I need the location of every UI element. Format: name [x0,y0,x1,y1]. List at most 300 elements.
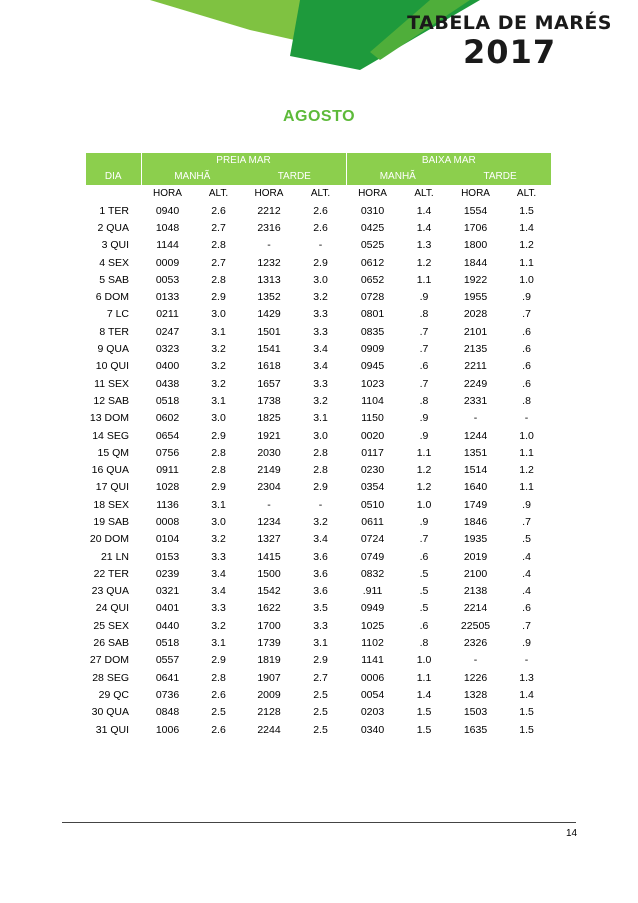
cell-baixa-manha-hora: 0203 [360,706,385,719]
header-preia-manha: MANHÃ [141,168,243,185]
header-alt: ALT. [414,188,434,199]
cell-preia-tarde-alt: 2.8 [313,446,328,459]
header-preia-mar: PREIA MAR [141,153,346,168]
cell-preia-manha-hora: 0438 [155,377,180,390]
table-row [86,219,551,236]
cell-preia-manha-hora: 0009 [155,256,180,269]
cell-day: 16 QUA [91,464,129,477]
cell-day: 8 TER [99,325,129,338]
cell-preia-manha-alt: 3.0 [211,515,226,528]
cell-preia-tarde-hora: 1232 [257,256,281,269]
table-row [86,358,551,375]
cell-preia-tarde-alt: 2.9 [313,481,328,494]
cell-baixa-tarde-alt: .6 [522,325,531,338]
table-row [86,427,551,444]
cell-preia-tarde-alt: 2.5 [313,688,328,701]
cell-baixa-tarde-alt: .9 [522,637,531,650]
cell-day: 4 SEX [99,256,129,269]
table-row [86,461,551,478]
cell-baixa-manha-hora: 1025 [360,619,385,632]
cell-baixa-manha-alt: 1.0 [416,654,432,667]
cell-preia-manha-alt: 2.6 [211,723,226,736]
table-row [86,669,551,686]
table-row [86,254,551,271]
cell-baixa-tarde-hora: 1554 [463,204,488,217]
cell-preia-tarde-hora: 2316 [257,221,281,234]
cell-preia-tarde-alt: 2.9 [313,654,328,667]
cell-preia-manha-hora: 0008 [155,515,180,528]
month-title: AGOSTO [282,108,356,125]
cell-baixa-manha-alt: .9 [419,429,429,442]
tide-table [86,153,551,738]
banner-title-line1: TABELA DE MARÉS [407,12,612,34]
cell-preia-tarde-hora: 1541 [257,343,281,356]
cell-baixa-manha-alt: .5 [419,602,429,615]
cell-day: 19 SAB [93,515,129,528]
cell-day: 30 QUA [91,706,129,719]
cell-baixa-manha-alt: .9 [419,515,429,528]
cell-baixa-tarde-alt: .7 [522,619,531,632]
cell-day: 10 QUI [95,360,129,373]
table-row [86,271,551,288]
cell-day: 20 DOM [89,533,129,546]
banner-title [407,12,612,70]
cell-baixa-tarde-alt: 1.3 [519,671,534,684]
cell-baixa-tarde-hora: 2135 [463,343,488,356]
cell-preia-tarde-alt: - [318,239,323,252]
cell-baixa-tarde-hora: 1749 [463,498,488,511]
cell-baixa-tarde-alt: .7 [522,308,531,321]
cell-baixa-tarde-alt: .4 [522,585,531,598]
table-row [86,652,551,669]
cell-day: 26 SAB [93,637,129,650]
table-row [86,583,551,600]
cell-baixa-manha-alt: .5 [419,567,429,580]
table-row [86,479,551,496]
cell-day: 7 LC [106,308,129,321]
cell-preia-tarde-hora: 1352 [257,291,281,304]
cell-preia-tarde-hora: 1500 [257,567,281,580]
cell-preia-manha-hora: 0518 [155,637,180,650]
cell-preia-manha-alt: 3.2 [211,377,226,390]
table-row [86,444,551,461]
cell-preia-manha-alt: 2.7 [211,256,226,269]
cell-preia-tarde-alt: 3.5 [313,602,328,615]
table-row [86,375,551,392]
cell-preia-manha-alt: 3.1 [211,498,226,511]
cell-baixa-manha-alt: .6 [419,550,429,563]
cell-baixa-tarde-hora: 1226 [463,671,488,684]
cell-preia-tarde-hora: 1327 [257,533,281,546]
cell-preia-manha-hora: 0400 [155,360,180,373]
header-hora: HORA [254,188,284,199]
table-row [86,721,551,738]
cell-baixa-tarde-hora: 1244 [463,429,488,442]
cell-baixa-tarde-alt: .6 [522,360,531,373]
cell-day: 17 QUI [95,481,129,494]
cell-preia-tarde-hora: 2304 [257,481,281,494]
cell-preia-tarde-hora: 1313 [257,273,281,286]
cell-baixa-tarde-hora: 1935 [463,533,488,546]
cell-preia-manha-hora: 1048 [155,221,180,234]
cell-preia-tarde-hora: 2030 [257,446,281,459]
cell-preia-tarde-hora: 1738 [257,394,281,407]
cell-preia-manha-hora: 0153 [155,550,180,563]
cell-baixa-tarde-alt: .7 [522,515,531,528]
cell-preia-tarde-alt: 3.2 [313,515,328,528]
cell-preia-tarde-hora: 1622 [257,602,281,615]
cell-baixa-manha-hora: 0510 [360,498,385,511]
cell-preia-manha-hora: 1028 [155,481,180,494]
cell-preia-manha-hora: 0736 [155,688,180,701]
cell-preia-manha-hora: 1006 [155,723,180,736]
cell-preia-manha-hora: 0247 [155,325,180,338]
cell-preia-manha-hora: 0641 [155,671,180,684]
cell-day: 3 QUI [101,239,129,252]
cell-preia-manha-alt: 2.5 [211,706,226,719]
cell-preia-manha-alt: 3.0 [211,308,226,321]
cell-preia-manha-alt: 2.9 [211,291,226,304]
cell-preia-tarde-alt: 3.3 [313,377,328,390]
cell-baixa-tarde-hora: 1846 [463,515,488,528]
cell-preia-tarde-alt: 2.5 [313,706,328,719]
cell-baixa-manha-hora: 0612 [360,256,385,269]
cell-baixa-manha-hora: 0020 [360,429,385,442]
cell-baixa-tarde-hora: 2211 [464,360,487,373]
cell-preia-tarde-alt: 3.6 [313,567,328,580]
table-header-periods [86,168,551,185]
cell-baixa-tarde-hora: 1706 [463,221,488,234]
header-dia: DIA [86,168,141,185]
cell-baixa-tarde-hora: 2019 [463,550,488,563]
table-row [86,237,551,254]
cell-preia-tarde-alt: 2.8 [313,464,328,477]
cell-preia-manha-hora: 1136 [156,498,179,511]
header-hora: HORA [358,188,387,199]
header-alt: ALT. [516,188,537,199]
cell-baixa-tarde-alt: .6 [522,602,531,615]
cell-baixa-tarde-alt: 1.2 [519,239,534,252]
cell-baixa-tarde-hora: 22505 [460,619,491,632]
cell-day: 12 SAB [93,394,129,407]
cell-baixa-tarde-alt: - [524,654,529,667]
cell-baixa-manha-hora: 0006 [360,671,385,684]
cell-preia-tarde-hora: - [267,239,271,252]
cell-preia-tarde-hora: 2212 [257,204,281,217]
cell-preia-tarde-alt: 2.5 [313,723,328,736]
cell-preia-tarde-alt: 3.0 [313,429,328,442]
cell-day: 1 TER [99,204,129,217]
cell-preia-tarde-alt: 2.6 [313,221,328,234]
table-row [86,686,551,703]
table-row [86,496,551,513]
cell-day: 31 QUI [95,723,129,736]
cell-baixa-manha-alt: 1.1 [416,671,432,684]
cell-baixa-tarde-alt: .6 [522,343,531,356]
cell-preia-tarde-hora: 1501 [257,325,281,338]
cell-preia-tarde-alt: 2.9 [313,256,328,269]
cell-baixa-manha-hora: 0310 [360,204,385,217]
cell-preia-manha-alt: 2.8 [211,464,226,477]
table-row [86,565,551,582]
table-row [86,288,551,305]
cell-day: 29 QC [98,688,129,701]
cell-day: 13 DOM [89,412,129,425]
cell-preia-manha-hora: 0602 [155,412,180,425]
cell-preia-manha-hora: 0211 [156,308,179,321]
cell-baixa-tarde-hora: 2331 [463,394,488,407]
cell-preia-manha-alt: 3.1 [211,394,226,407]
cell-baixa-manha-hora: 0949 [360,602,385,615]
table-row [86,531,551,548]
cell-baixa-tarde-hora: 1635 [463,723,488,736]
cell-baixa-manha-hora: 0425 [360,221,385,234]
cell-day: 9 QUA [97,343,129,356]
cell-baixa-manha-hora: 0525 [360,239,385,252]
cell-baixa-manha-hora: 0340 [360,723,385,736]
header-banner [0,0,638,90]
cell-preia-tarde-hora: 1415 [257,550,281,563]
cell-baixa-manha-alt: 1.2 [416,481,432,494]
cell-baixa-tarde-hora: 1514 [463,464,488,477]
cell-baixa-manha-hora: 0230 [360,464,385,477]
cell-preia-tarde-alt: 3.3 [313,325,328,338]
cell-baixa-tarde-hora: - [473,654,478,667]
cell-baixa-manha-hora: 0909 [360,343,385,356]
cell-preia-tarde-hora: - [267,498,271,511]
cell-day: 23 QUA [91,585,129,598]
cell-baixa-manha-alt: 1.2 [416,464,432,477]
tide-table-body [86,202,551,738]
cell-baixa-tarde-hora: 2100 [463,567,488,580]
cell-preia-manha-hora: 0053 [155,273,180,286]
cell-baixa-tarde-alt: 1.1 [519,446,534,459]
cell-baixa-tarde-alt: 1.5 [519,706,534,719]
header-preia-tarde: TARDE [243,168,346,185]
cell-preia-manha-hora: 0440 [155,619,180,632]
table-row [86,617,551,634]
cell-baixa-tarde-hora: 1503 [463,706,488,719]
cell-preia-tarde-alt: 3.6 [313,585,328,598]
header-baixa-manha: MANHÃ [346,168,449,185]
cell-preia-manha-alt: 3.3 [211,550,226,563]
cell-preia-tarde-alt: 2.7 [313,671,328,684]
cell-baixa-tarde-alt: .9 [522,291,531,304]
cell-preia-tarde-hora: 1542 [257,585,281,598]
cell-day: 22 TER [93,567,129,580]
cell-baixa-tarde-alt: 1.0 [519,273,534,286]
table-row [86,600,551,617]
cell-preia-manha-hora: 0848 [155,706,180,719]
cell-baixa-manha-hora: 1150 [361,412,384,425]
table-row [86,340,551,357]
cell-day: 14 SEG [92,429,129,442]
cell-baixa-tarde-hora: 1351 [463,446,488,459]
cell-baixa-manha-hora: 0611 [361,515,384,528]
cell-baixa-tarde-alt: 1.2 [519,464,534,477]
cell-preia-manha-hora: 0104 [155,533,180,546]
cell-preia-manha-alt: 3.2 [211,533,226,546]
cell-baixa-tarde-hora: 1640 [463,481,488,494]
cell-day: 2 QUA [97,221,129,234]
cell-day: 25 SEX [93,619,129,632]
cell-day: 18 SEX [93,498,129,511]
table-row [86,392,551,409]
cell-preia-tarde-alt: 3.4 [313,360,328,373]
cell-preia-tarde-hora: 2149 [257,464,281,477]
cell-preia-manha-alt: 3.1 [211,325,226,338]
cell-day: 24 QUI [95,602,129,615]
cell-baixa-manha-hora: 0652 [360,273,385,286]
cell-preia-manha-alt: 3.4 [211,585,226,598]
cell-baixa-manha-hora: 1023 [360,377,385,390]
cell-preia-manha-alt: 3.2 [211,343,226,356]
cell-baixa-tarde-alt: 1.1 [519,481,534,494]
cell-baixa-tarde-alt: 1.4 [519,688,534,701]
cell-preia-tarde-hora: 1825 [257,412,281,425]
cell-baixa-manha-alt: 1.3 [416,239,432,252]
cell-baixa-manha-hora: 0801 [360,308,385,321]
cell-baixa-manha-alt: .7 [419,343,429,356]
cell-preia-tarde-hora: 1657 [257,377,281,390]
footer-divider [62,822,576,823]
cell-preia-tarde-hora: 2244 [257,723,281,736]
cell-preia-manha-hora: 0321 [155,585,180,598]
cell-baixa-manha-alt: 1.1 [416,446,432,459]
cell-baixa-tarde-hora: 1328 [463,688,488,701]
cell-preia-tarde-alt: 3.1 [313,412,328,425]
cell-preia-manha-hora: 0557 [155,654,180,667]
cell-baixa-manha-alt: .8 [419,394,429,407]
header-blank [86,185,141,202]
cell-preia-manha-alt: 2.9 [211,654,226,667]
cell-preia-tarde-alt: 3.2 [313,291,328,304]
cell-baixa-manha-hora: 0054 [360,688,385,701]
cell-preia-manha-alt: 2.9 [211,429,226,442]
page-number: 14 [566,828,578,839]
table-row [86,410,551,427]
cell-baixa-tarde-alt: .5 [522,533,531,546]
cell-baixa-manha-hora: 1104 [361,394,384,407]
cell-preia-manha-alt: 2.9 [211,481,226,494]
cell-day: 6 DOM [95,291,129,304]
cell-preia-tarde-hora: 1429 [257,308,281,321]
cell-preia-manha-alt: 2.6 [211,204,226,217]
cell-baixa-manha-alt: 1.2 [416,256,432,269]
cell-baixa-tarde-alt: .9 [522,498,531,511]
header-baixa-tarde: TARDE [449,168,551,185]
cell-baixa-tarde-alt: .6 [522,377,531,390]
cell-baixa-manha-alt: 1.0 [416,498,432,511]
cell-baixa-tarde-hora: 1800 [463,239,488,252]
cell-baixa-tarde-alt: 1.5 [519,723,534,736]
header-baixa-mar: BAIXA MAR [346,153,551,168]
cell-baixa-manha-alt: 1.4 [416,204,432,217]
cell-baixa-tarde-hora: 1922 [463,273,488,286]
cell-preia-manha-hora: 0756 [155,446,180,459]
table-row [86,323,551,340]
cell-preia-tarde-hora: 1234 [257,515,281,528]
cell-preia-manha-hora: 0654 [155,429,180,442]
cell-preia-manha-alt: 3.2 [211,360,226,373]
cell-day: 27 DOM [89,654,129,667]
cell-day: 28 SEG [92,671,129,684]
cell-baixa-tarde-alt: 1.4 [519,221,534,234]
cell-baixa-tarde-alt: .4 [522,567,531,580]
cell-baixa-tarde-hora: - [473,412,478,425]
cell-baixa-manha-alt: 1.4 [416,221,432,234]
cell-baixa-manha-alt: .5 [419,585,429,598]
table-header-groups [86,153,551,168]
cell-baixa-manha-hora: 0749 [360,550,385,563]
cell-baixa-manha-alt: .7 [419,325,429,338]
table-header-columns [86,185,551,202]
cell-baixa-tarde-hora: 2249 [463,377,488,390]
cell-baixa-tarde-hora: 1955 [463,291,488,304]
cell-baixa-tarde-alt: 1.5 [519,204,534,217]
cell-preia-manha-alt: 2.7 [211,221,226,234]
cell-baixa-manha-hora: 0724 [360,533,385,546]
cell-preia-manha-alt: 3.0 [211,412,226,425]
cell-baixa-manha-alt: .6 [419,619,429,632]
cell-preia-manha-alt: 2.6 [211,688,226,701]
cell-baixa-manha-hora: 0832 [360,567,385,580]
cell-preia-tarde-alt: 3.4 [313,343,328,356]
cell-baixa-manha-hora: 1102 [361,637,384,650]
cell-preia-tarde-hora: 1819 [257,654,281,667]
table-row [86,513,551,530]
cell-baixa-manha-alt: .8 [419,637,429,650]
cell-baixa-tarde-hora: 2214 [463,602,488,615]
cell-preia-tarde-hora: 2009 [257,688,281,701]
cell-baixa-manha-hora: 0835 [360,325,385,338]
table-row [86,548,551,565]
cell-baixa-manha-hora: 0117 [361,446,384,459]
cell-preia-manha-alt: 3.2 [211,619,226,632]
cell-baixa-manha-alt: 1.5 [416,723,432,736]
cell-baixa-tarde-alt: .8 [522,394,531,407]
banner-title-year: 2017 [463,33,557,71]
cell-preia-tarde-alt: 2.6 [313,204,328,217]
cell-preia-tarde-alt: 3.4 [313,533,328,546]
cell-preia-manha-hora: 0940 [155,204,180,217]
cell-preia-manha-alt: 2.8 [211,671,226,684]
cell-baixa-manha-alt: .6 [419,360,429,373]
cell-preia-manha-alt: 2.8 [211,446,226,459]
cell-preia-tarde-hora: 1700 [257,619,281,632]
cell-preia-manha-alt: 3.4 [211,567,226,580]
header-hora: HORA [461,188,490,199]
cell-preia-tarde-hora: 1739 [257,637,281,650]
cell-baixa-tarde-alt: 1.0 [519,429,534,442]
header-alt: ALT. [208,188,229,199]
table-row [86,202,551,219]
cell-baixa-manha-alt: .9 [419,412,429,425]
cell-preia-manha-alt: 2.8 [211,239,226,252]
cell-preia-manha-alt: 2.8 [211,273,226,286]
header-hora: HORA [153,188,182,199]
cell-preia-tarde-hora: 1907 [257,671,281,684]
cell-preia-tarde-hora: 1921 [257,429,281,442]
cell-preia-tarde-hora: 1618 [257,360,281,373]
cell-preia-manha-hora: 0401 [155,602,180,615]
cell-preia-manha-hora: 0323 [155,343,180,356]
table-row [86,704,551,721]
cell-preia-tarde-alt: 3.2 [313,394,328,407]
cell-preia-tarde-alt: 3.6 [313,550,328,563]
cell-day: 15 QM [97,446,129,459]
cell-baixa-manha-hora: 0945 [360,360,385,373]
